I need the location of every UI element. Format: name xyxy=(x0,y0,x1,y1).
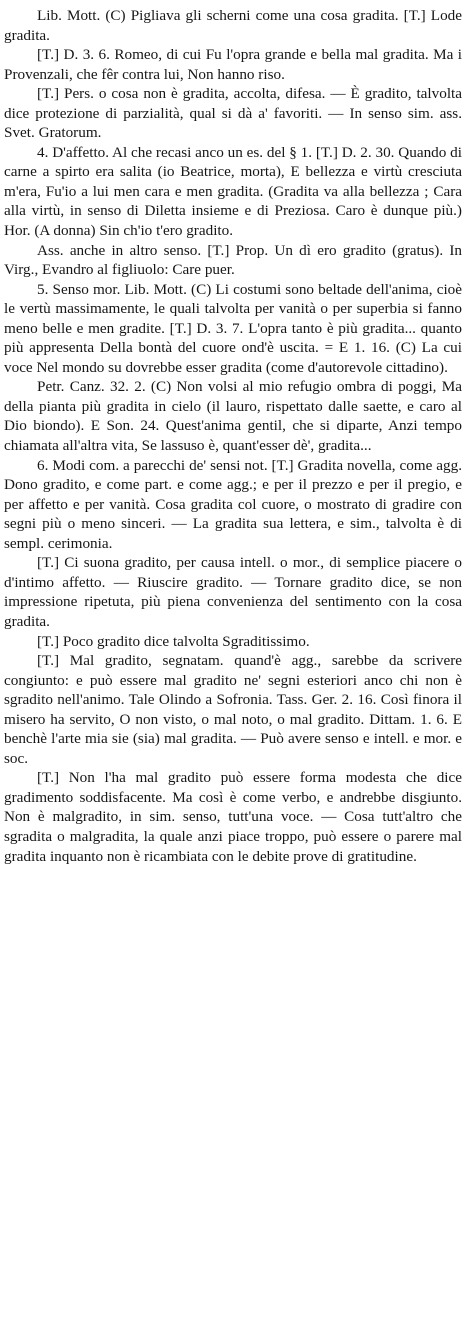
entry-paragraph-10: [T.] Poco gradito dice talvolta Sgraditissimo. xyxy=(37,632,310,650)
entry-paragraph-2: [T.] D. 3. 6. Romeo, di cui Fu l'opra grande e bella mal gradita. Ma i Provenzali, che fêr contra lui, Non hanno riso. xyxy=(4,46,462,83)
entry-paragraph-5: Ass. anche in altro senso. [T.] Prop. Un dì ero gradito (gratus). In Virg., Evandro al figliuolo: Care puer. xyxy=(4,241,462,279)
entry-paragraph-7: Petr. Canz. 32. 2. (C) Non volsi al mio refugio ombra di poggi, Ma della pianta più gradita in cielo (il lauro, rispettato dalle saette, e caro al Dio biondo). E Son. 24. Quest'anima gentil, che si diparte, Anzi tempo chiamata all'altra vita, Se lassuso è, quant'esser dè', gradita... xyxy=(4,378,462,455)
entry-paragraph-11: [T.] Mal gradito, segnatam. quand'è agg., sarebbe da scrivere congiunto: e può essere mal gradito ne' segni esteriori anco chi non è sgradito nell'animo. Tale Olindo a Sofronia. Tass. Ger. 2. 16. Così finora il misero ha servito, O non visto, o mal noto, o mal gradito. Dittam. 1. 6. E benchè l'arte mia sie (sia) mal gradita. — Può avere senso e intell. e mor. e soc. xyxy=(4,652,462,767)
entry-paragraph-3: [T.] Pers. o cosa non è gradita, accolta, difesa. — È gradito, talvolta dice protezione di parzialità, qual si dà a' favoriti. — In senso sim. ass. Svet. Gratorum. xyxy=(4,85,462,142)
entry-paragraph-9: [T.] Ci suona gradito, per causa intell. o mor., di semplice piacere o d'intimo affetto. — Riuscire gradito. — Tornare gradito dice, se non impressione ripetuta, più piena convenienza del sentimento con la cosa gradita. xyxy=(4,554,462,630)
entry-paragraph-6: 5. Senso mor. Lib. Mott. (C) Li costumi sono beltade dell'anima, cioè le vertù massimamente, le quali talvolta per vanità o per superbia si fanno meno belle e men gradite. [T.] D. 3. 7. L'opra tanto è più gradita... quanto più appresenta Della bontà del cuore ond'è uscita. = E 1. 16. (C) La cui voce Nel mondo su dovrebbe esser gradita (come d'autorevole cittadino). xyxy=(4,280,462,376)
entry-paragraph-8: 6. Modi com. a parecchi de' sensi not. [T.] Gradita novella, come agg. Dono gradito, e come part. e come agg.; e per il prezzo e per il pregio, e per affetto e per vanità. Cosa gradita col cuore, o mostrato di gradire con segni più o meno sinceri. — La gradita sua lettera, e sim., talvolta è di sempl. cerimonia. xyxy=(4,456,462,552)
entry-paragraph-12: [T.] Non l'ha mal gradito può essere forma modesta che dice gradimento soddisfacente. Ma così è come verbo, e andrebbe disgiunto. Non è malgradito, in sim. senso, tutt'una voce. — Cosa tutt'altro che sgradita o malgradita, la quale anzi piace troppo, può essere o parere mal gradita inquanto non è ricambiata con le debite prove di gratitudine. xyxy=(4,769,462,865)
entry-paragraph-4: 4. D'affetto. Al che recasi anco un es. del § 1. [T.] D. 2. 30. Quando di carne a spirto era salita (io Beatrice, morta), E bellezza e virtù cresciuta m'era, Fu'io a lui men cara e men gradita. (Gradita va alla bellezza ; Cara alla virtù, in senso di Diletta insieme e di Preziosa. Caro è dunque più.) Hor. (A donna) Sin ch'io t'ero gradito. xyxy=(4,143,462,240)
entry-paragraph-1: Lib. Mott. (C) Pigliava gli scherni come una cosa gradita. [T.] Lode gradita. xyxy=(4,7,462,44)
